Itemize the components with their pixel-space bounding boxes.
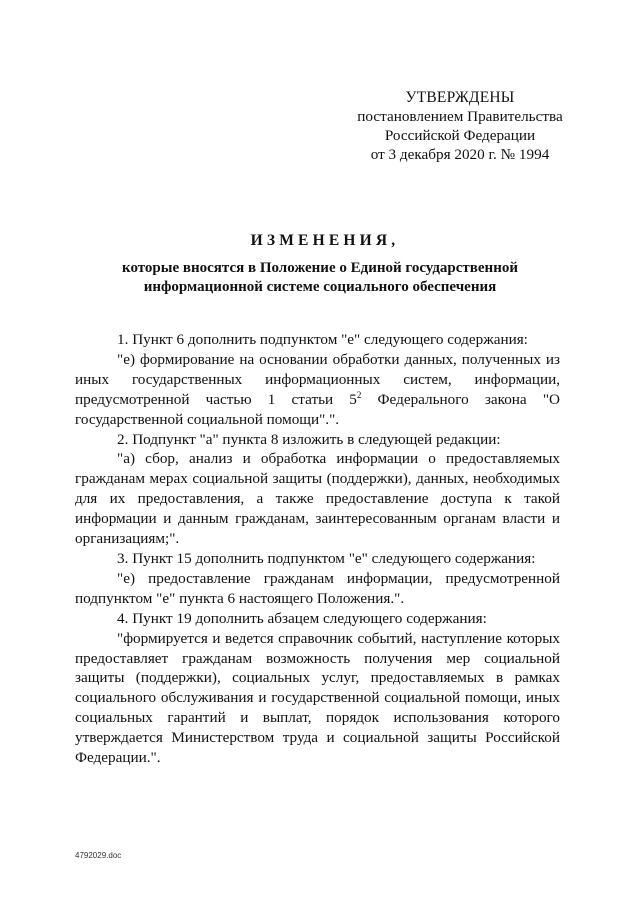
approval-line-3: от 3 декабря 2020 г. № 1994	[370, 146, 550, 163]
paragraph-5: 3. Пункт 15 дополнить подпунктом "е" следующего содержания:	[117, 549, 536, 567]
paragraph-8: "формируется и ведется справочник событий, наступление которых предоставляет гражданам возможность получения мер социальной защиты (поддержки), социальных услуг, предоставляемых в рамках социального обслуживания и государственной социальной помощи, иных социальных гарантий и выплат, порядок использования которого утверждается Министерством труда и социальной защиты Российской Федерации.".	[75, 629, 560, 767]
paragraph-1: 1. Пункт 6 дополнить подпунктом "е" следующего содержания:	[117, 331, 528, 348]
paragraph-4: "а) сбор, анализ и обработка информации о предоставляемых гражданам мерах социальной защиты (поддержки), данных, необходимых для их предоставления, а также предоставление доступа к такой информации и данным гражданам, заинтересованным органам власти и организациям;".	[75, 450, 560, 548]
approval-line-2: Российской Федерации	[384, 127, 536, 144]
paragraph-2	[75, 350, 560, 430]
document-subtitle: которые вносятся в Положение о Единой государственной информационной системе социального обеспечения	[122, 260, 518, 295]
paragraph-2-text-end: Федерального закона "О государственной социальной помощи".".	[75, 390, 560, 428]
footer-file-name: 4792029.doc	[75, 851, 122, 860]
superscript: 2	[356, 389, 362, 400]
document-title: ИЗМЕНЕНИЯ,	[250, 232, 400, 249]
paragraph-7: 4. Пункт 19 дополнить абзацем следующего содержания:	[117, 609, 487, 627]
approval-heading: УТВЕРЖДЕНЫ	[405, 89, 515, 106]
paragraph-3: 2. Подпункт "а" пункта 8 изложить в следующей редакции:	[117, 430, 501, 448]
approval-line-1: постановлением Правительства	[357, 108, 563, 125]
document-body	[75, 330, 560, 768]
paragraph-2-text-start: "е) формирование на основании обработки данных, полученных из иных государственных информационных систем, информации, предусмотренной частью 1 статьи 5	[75, 350, 560, 408]
paragraph-6: "е) предоставление гражданам информации, предусмотренной подпунктом "е" пункта 6 настоящего Положения.".	[75, 569, 560, 607]
approval-block	[300, 88, 620, 164]
